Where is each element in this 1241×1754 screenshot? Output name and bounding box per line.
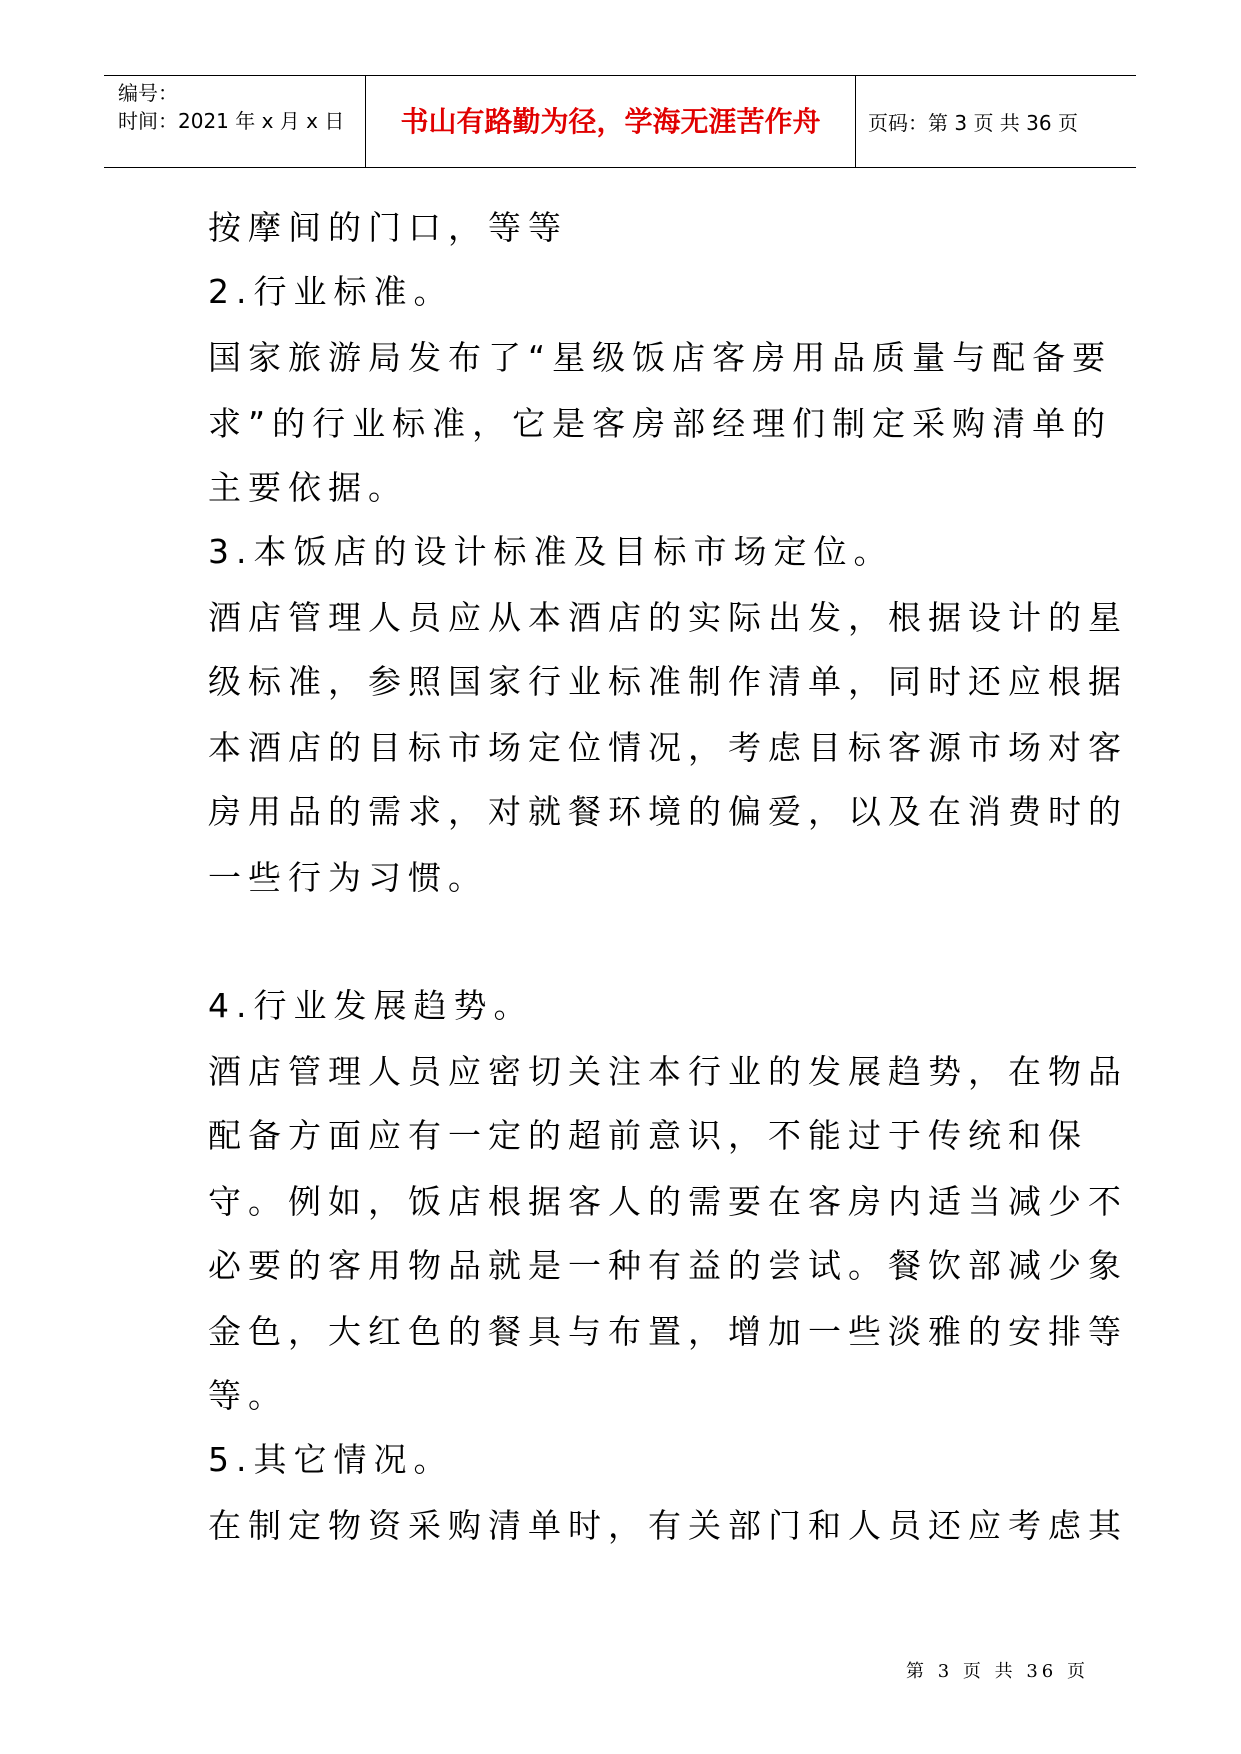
header-page-number: 页码：第 3 页 共 36 页 <box>868 111 1078 135</box>
section-heading: 2.行业标准。 <box>208 272 454 311</box>
page-footer-number: 第 3 页 共 36 页 <box>906 1661 1089 1682</box>
section-heading: 3.本饭店的设计标准及目标市场定位。 <box>208 532 894 571</box>
body-line: 本酒店的目标市场定位情况，考虑目标客源市场对客 <box>208 728 1128 767</box>
header-info-cell <box>104 76 366 167</box>
body-line: 配备方面应有一定的超前意识，不能过于传统和保 <box>208 1116 1088 1155</box>
body-line: 主要依据。 <box>208 468 408 507</box>
body-line: 金色，大红色的餐具与布置，增加一些淡雅的安排等 <box>208 1312 1128 1351</box>
body-line: 守。例如，饭店根据客人的需要在客房内适当减少不 <box>208 1182 1128 1221</box>
body-line: 国家旅游局发布了“星级饭店客房用品质量与配备要 <box>208 338 1113 377</box>
header-motto: 书山有路勤为径，学海无涯苦作舟 <box>400 105 821 138</box>
header-page-cell <box>856 76 1136 167</box>
body-line: 必要的客用物品就是一种有益的尝试。餐饮部减少象 <box>208 1246 1128 1285</box>
document-time-label: 时间：2021 年 x 月 x 日 <box>118 109 345 133</box>
body-line: 酒店管理人员应从本酒店的实际出发，根据设计的星 <box>208 598 1128 637</box>
header-motto-cell <box>366 76 856 167</box>
body-line: 在制定物资采购清单时，有关部门和人员还应考虑其 <box>208 1506 1128 1545</box>
page-header <box>104 75 1136 168</box>
body-line: 级标准，参照国家行业标准制作清单，同时还应根据 <box>208 662 1128 701</box>
body-line: 按摩间的门口，等等 <box>208 208 568 247</box>
section-heading: 4.行业发展趋势。 <box>208 986 534 1025</box>
body-line: 房用品的需求，对就餐环境的偏爱，以及在消费时的 <box>208 792 1128 831</box>
body-line: 求”的行业标准，它是客房部经理们制定采购清单的 <box>208 404 1113 443</box>
body-line: 酒店管理人员应密切关注本行业的发展趋势，在物品 <box>208 1052 1128 1091</box>
body-line: 一些行为习惯。 <box>208 858 488 897</box>
section-heading: 5.其它情况。 <box>208 1440 454 1479</box>
body-line: 等。 <box>208 1376 288 1415</box>
document-number-label: 编号： <box>118 81 178 105</box>
